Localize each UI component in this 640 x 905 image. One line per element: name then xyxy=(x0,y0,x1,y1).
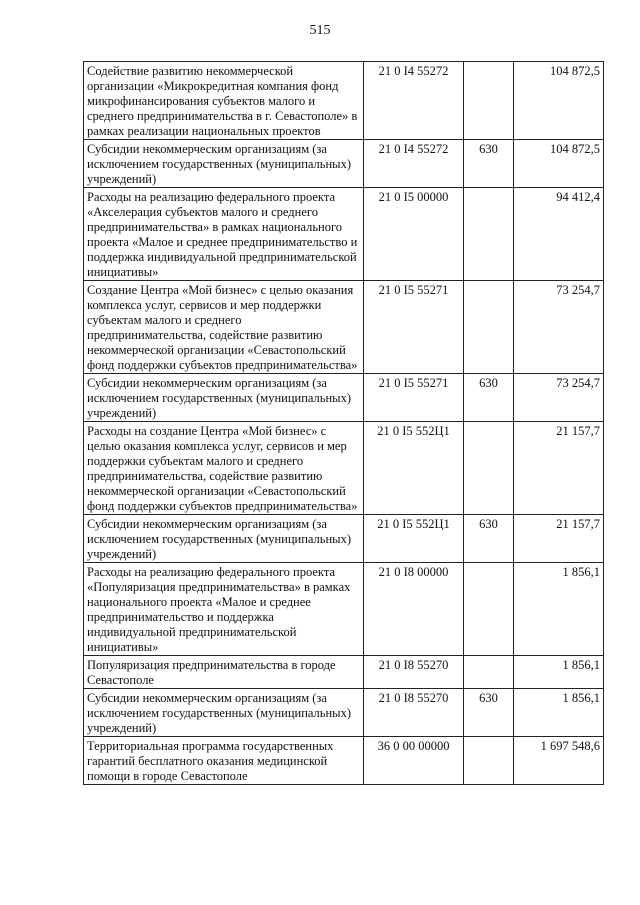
row-name-cell: Расходы на реализацию федерального проекта «Акселерация субъектов малого и среднего предпринимательства» в рамках национального проекта «Малое и среднее предпринимательство и поддержка индивидуальной предпринимательской инициативы» xyxy=(84,188,364,281)
row-name-cell: Содействие развитию некоммерческой организации «Микрокредитная компания фонд микрофинансирования субъектов малого и среднего предпринимательства в г. Севастополе» в рамках реализации национальных проектов xyxy=(84,62,364,140)
row-amount-cell: 1 856,1 xyxy=(514,656,604,689)
row-code-cell: 21 0 I8 55270 xyxy=(364,689,464,737)
row-type-cell xyxy=(464,656,514,689)
row-name-cell: Создание Центра «Мой бизнес» с целью оказания комплекса услуг, сервисов и мер поддержки субъектам малого и среднего предпринимательства, содействие развитию некоммерческой организации «Севастопольский фонд поддержки субъектов предпринимательства» xyxy=(84,281,364,374)
table-row xyxy=(84,62,604,140)
table-row xyxy=(84,563,604,656)
row-type-cell xyxy=(464,62,514,140)
table-row xyxy=(84,281,604,374)
row-type-cell: 630 xyxy=(464,140,514,188)
row-amount-cell: 1 856,1 xyxy=(514,563,604,656)
table-row xyxy=(84,737,604,785)
row-amount-cell: 104 872,5 xyxy=(514,140,604,188)
row-amount-cell: 73 254,7 xyxy=(514,281,604,374)
row-amount-cell: 21 157,7 xyxy=(514,515,604,563)
row-name-cell: Расходы на создание Центра «Мой бизнес» с целью оказания комплекса услуг, сервисов и мер поддержки субъектам малого и среднего предпринимательства, содействие развитию некоммерческой организации «Севастопольский фонд поддержки субъектов предпринимательства» xyxy=(84,422,364,515)
row-name-cell: Территориальная программа государственных гарантий бесплатного оказания медицинской помощи в городе Севастополе xyxy=(84,737,364,785)
table-row xyxy=(84,188,604,281)
row-type-cell: 630 xyxy=(464,689,514,737)
page-number: 515 xyxy=(309,23,331,38)
row-type-cell xyxy=(464,422,514,515)
table-row xyxy=(84,374,604,422)
row-code-cell: 21 0 I8 00000 xyxy=(364,563,464,656)
row-type-cell xyxy=(464,188,514,281)
row-code-cell: 21 0 I5 55271 xyxy=(364,281,464,374)
row-code-cell: 21 0 I5 55271 xyxy=(364,374,464,422)
row-code-cell: 21 0 I8 55270 xyxy=(364,656,464,689)
row-code-cell: 21 0 I5 00000 xyxy=(364,188,464,281)
row-amount-cell: 1 856,1 xyxy=(514,689,604,737)
scan-margin-mark xyxy=(623,325,626,375)
table-row xyxy=(84,422,604,515)
row-amount-cell: 94 412,4 xyxy=(514,188,604,281)
row-code-cell: 21 0 I4 55272 xyxy=(364,62,464,140)
row-type-cell xyxy=(464,737,514,785)
row-amount-cell: 104 872,5 xyxy=(514,62,604,140)
row-code-cell: 21 0 I5 552Ц1 xyxy=(364,515,464,563)
row-amount-cell: 73 254,7 xyxy=(514,374,604,422)
row-name-cell: Субсидии некоммерческим организациям (за исключением государственных (муниципальных) учреждений) xyxy=(84,374,364,422)
row-code-cell: 21 0 I4 55272 xyxy=(364,140,464,188)
row-type-cell xyxy=(464,563,514,656)
row-name-cell: Субсидии некоммерческим организациям (за исключением государственных (муниципальных) учреждений) xyxy=(84,689,364,737)
row-type-cell xyxy=(464,281,514,374)
budget-table xyxy=(83,61,604,785)
table-row xyxy=(84,140,604,188)
row-name-cell: Популяризация предпринимательства в городе Севастополе xyxy=(84,656,364,689)
row-code-cell: 21 0 I5 552Ц1 xyxy=(364,422,464,515)
row-amount-cell: 1 697 548,6 xyxy=(514,737,604,785)
row-type-cell: 630 xyxy=(464,374,514,422)
table-row xyxy=(84,515,604,563)
row-amount-cell: 21 157,7 xyxy=(514,422,604,515)
row-type-cell: 630 xyxy=(464,515,514,563)
row-name-cell: Субсидии некоммерческим организациям (за исключением государственных (муниципальных) учреждений) xyxy=(84,515,364,563)
row-name-cell: Субсидии некоммерческим организациям (за исключением государственных (муниципальных) учреждений) xyxy=(84,140,364,188)
table-row xyxy=(84,656,604,689)
row-code-cell: 36 0 00 00000 xyxy=(364,737,464,785)
row-name-cell: Расходы на реализацию федерального проекта «Популяризация предпринимательства» в рамках национального проекта «Малое и среднее предпринимательство и поддержка индивидуальной предпринимательской инициативы» xyxy=(84,563,364,656)
table-row xyxy=(84,689,604,737)
